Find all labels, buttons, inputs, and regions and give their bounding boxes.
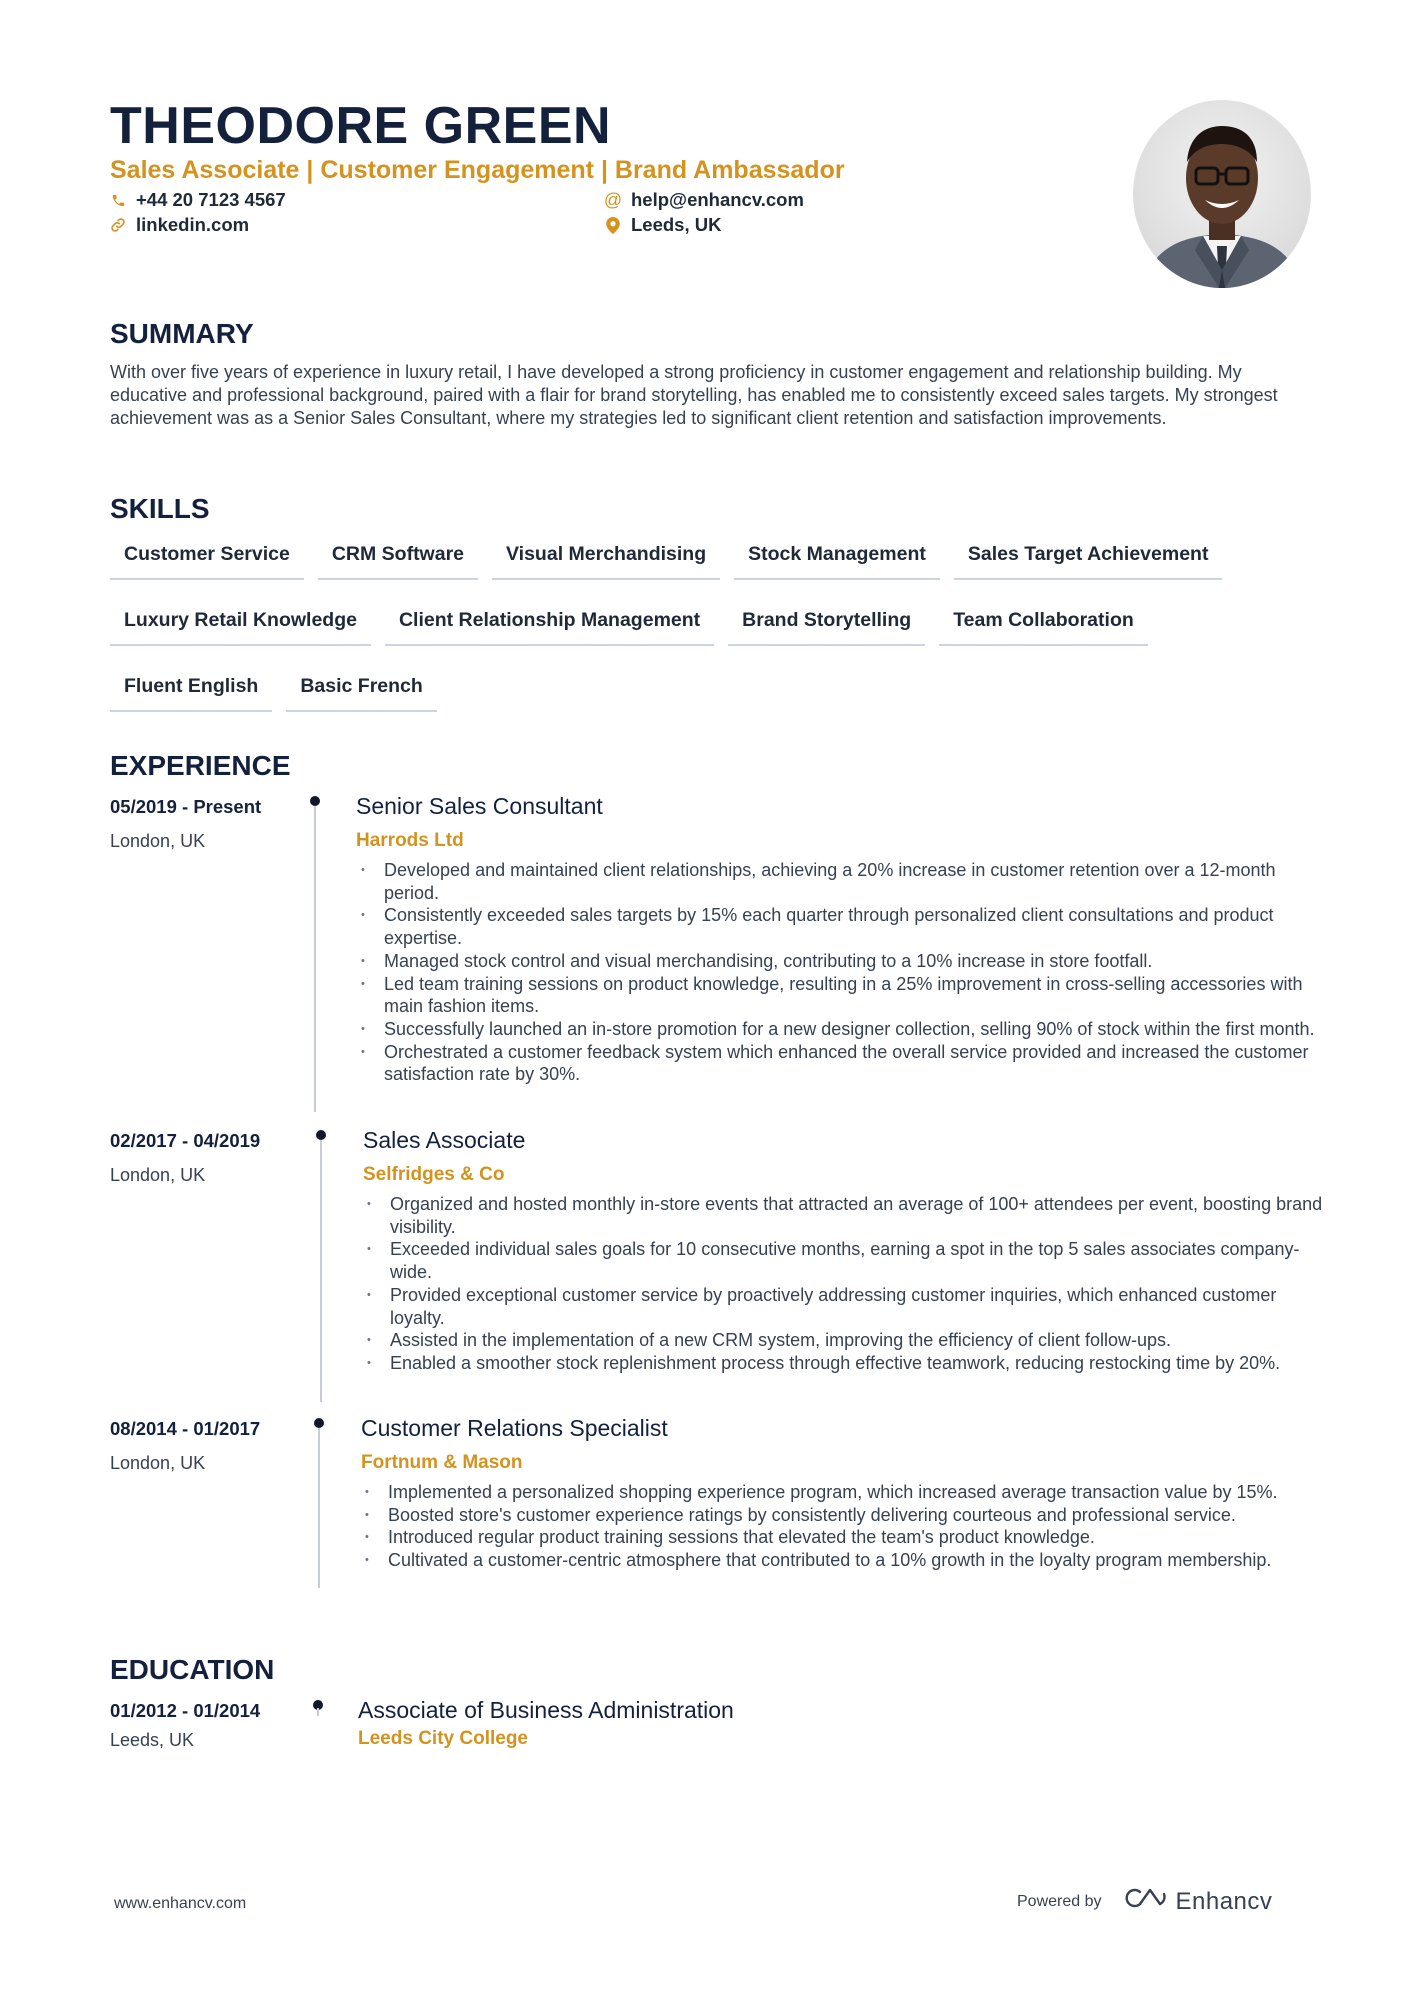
- phone-icon: [110, 192, 126, 208]
- skill-tag: Stock Management: [734, 537, 940, 580]
- skill-tag: Team Collaboration: [939, 603, 1148, 646]
- school-name: Leeds City College: [358, 1728, 528, 1749]
- phone-text: +44 20 7123 4567: [136, 189, 286, 210]
- job-title: Sales Associate: [363, 1127, 526, 1153]
- experience-entry: [110, 1415, 1320, 1588]
- bullet-item: • Orchestrated a customer feedback system which enhanced the overall service provided and increased the customer satisfaction rate by 30%.: [357, 1041, 1317, 1086]
- bullet-item: • Successfully launched an in-store promotion for a new designer collection, selling 90% of stock within the first month.: [357, 1018, 1317, 1041]
- skill-tag: Luxury Retail Knowledge: [110, 603, 371, 646]
- profile-photo: [1133, 100, 1311, 288]
- job-dates: 02/2017 - 04/2019: [110, 1130, 261, 1151]
- bullet-item: • Managed stock control and visual merchandising, contributing to a 10% increase in store footfall.: [357, 950, 1317, 973]
- education-heading: EDUCATION: [110, 1654, 275, 1685]
- job-title: Customer Relations Specialist: [361, 1415, 668, 1441]
- job-location: London, UK: [110, 831, 206, 851]
- job-dates: 05/2019 - Present: [110, 796, 262, 817]
- timeline-dot: [314, 1418, 324, 1428]
- skills-row: [110, 603, 1330, 646]
- timeline-line: [317, 1708, 319, 1716]
- contact-email[interactable]: [605, 189, 804, 211]
- education-location: Leeds, UK: [110, 1730, 195, 1750]
- bullet-item: • Provided exceptional customer service by proactively addressing customer inquiries, which enhanced customer loyalty.: [363, 1284, 1323, 1329]
- job-dates: 08/2014 - 01/2017: [110, 1418, 261, 1439]
- footer-url[interactable]: www.enhancv.com: [114, 1895, 247, 1912]
- bullet-item: • Introduced regular product training sessions that elevated the team's product knowledge.: [361, 1526, 1321, 1549]
- timeline-line: [320, 1140, 322, 1402]
- skill-tag: Fluent English: [110, 669, 272, 712]
- enhancv-logo-icon: [1120, 1885, 1166, 1918]
- experience-entry: [110, 1127, 1323, 1406]
- skills-row: [110, 537, 1330, 580]
- job-bullets: [361, 1481, 1321, 1572]
- education-entry: [110, 1697, 1320, 1760]
- contact-phone: [110, 189, 286, 211]
- company-name: Fortnum & Mason: [361, 1452, 523, 1473]
- bullet-item: • Cultivated a customer-centric atmosphere that contributed to a 10% growth in the loyalty program membership.: [361, 1549, 1321, 1572]
- skills-row: [110, 669, 1330, 712]
- candidate-name: THEODORE GREEN: [110, 97, 612, 155]
- contact-linkedin[interactable]: [110, 214, 249, 236]
- location-pin-icon: [605, 217, 621, 233]
- contact-location: [605, 214, 721, 236]
- link-icon: [110, 217, 126, 233]
- bullet-item: • Organized and hosted monthly in-store events that attracted an average of 100+ attendees per event, boosting brand visibility.: [363, 1193, 1323, 1238]
- job-bullets: [357, 859, 1317, 1086]
- linkedin-text[interactable]: linkedin.com: [136, 214, 250, 235]
- powered-by-text: Powered by: [1017, 1892, 1102, 1910]
- summary-heading: SUMMARY: [110, 318, 254, 349]
- experience-heading: EXPERIENCE: [110, 750, 291, 781]
- job-location: London, UK: [110, 1165, 206, 1185]
- education-dates: 01/2012 - 01/2014: [110, 1700, 261, 1721]
- bullet-item: • Implemented a personalized shopping experience program, which increased average transaction value by 15%.: [361, 1481, 1321, 1504]
- bullet-item: • Led team training sessions on product knowledge, resulting in a 25% improvement in cross-selling accessories with main fashion items.: [357, 973, 1317, 1018]
- degree-title: Associate of Business Administration: [358, 1697, 734, 1723]
- skill-tag: CRM Software: [318, 537, 478, 580]
- bullet-item: • Assisted in the implementation of a new CRM system, improving the efficiency of client follow-ups.: [363, 1329, 1323, 1352]
- headline: Sales Associate | Customer Engagement | Brand Ambassador: [110, 156, 845, 184]
- skills-heading: SKILLS: [110, 493, 210, 524]
- job-bullets: [363, 1193, 1323, 1375]
- enhancv-brand[interactable]: [1120, 1885, 1273, 1918]
- skill-tag: Customer Service: [110, 537, 304, 580]
- job-location: London, UK: [110, 1453, 206, 1473]
- summary-text: With over five years of experience in luxury retail, I have developed a strong proficiency in customer engagement and relationship building. My educative and professional background, paired with a flair for brand storytelling, has enabled me to consistently exceed sales targets. My strongest achievement was as a Senior Sales Consultant, where my strategies led to significant client retention and satisfaction improvements.: [110, 362, 1278, 428]
- bullet-item: • Enabled a smoother stock replenishment process through effective teamwork, reducing restocking time by 20%.: [363, 1352, 1323, 1375]
- job-title: Senior Sales Consultant: [356, 793, 603, 819]
- skill-tag: Client Relationship Management: [385, 603, 714, 646]
- timeline-dot: [316, 1130, 326, 1140]
- timeline-line: [318, 1428, 320, 1588]
- skills-list: [110, 537, 1330, 735]
- at-icon: @: [603, 189, 623, 210]
- skill-tag: Visual Merchandising: [492, 537, 720, 580]
- timeline-line: [314, 806, 316, 1112]
- bullet-item: • Boosted store's customer experience ratings by consistently delivering courteous and professional service.: [361, 1504, 1321, 1527]
- experience-entry: [110, 793, 1320, 1116]
- skill-tag: Sales Target Achievement: [954, 537, 1223, 580]
- brand-name: Enhancv: [1175, 1887, 1273, 1915]
- skill-tag: Basic French: [286, 669, 436, 712]
- footer-branding: [1017, 1885, 1272, 1918]
- bullet-item: • Developed and maintained client relationships, achieving a 20% increase in customer retention over a 12-month period.: [357, 859, 1317, 904]
- location-text: Leeds, UK: [631, 214, 722, 235]
- bullet-item: • Consistently exceeded sales targets by 15% each quarter through personalized client consultations and product expertise.: [357, 904, 1317, 949]
- company-name: Selfridges & Co: [363, 1164, 505, 1185]
- email-text[interactable]: help@enhancv.com: [631, 189, 804, 210]
- skill-tag: Brand Storytelling: [728, 603, 925, 646]
- timeline-dot: [310, 796, 320, 806]
- company-name: Harrods Ltd: [356, 830, 464, 851]
- bullet-item: • Exceeded individual sales goals for 10 consecutive months, earning a spot in the top 5 sales associates company-wide.: [363, 1238, 1323, 1283]
